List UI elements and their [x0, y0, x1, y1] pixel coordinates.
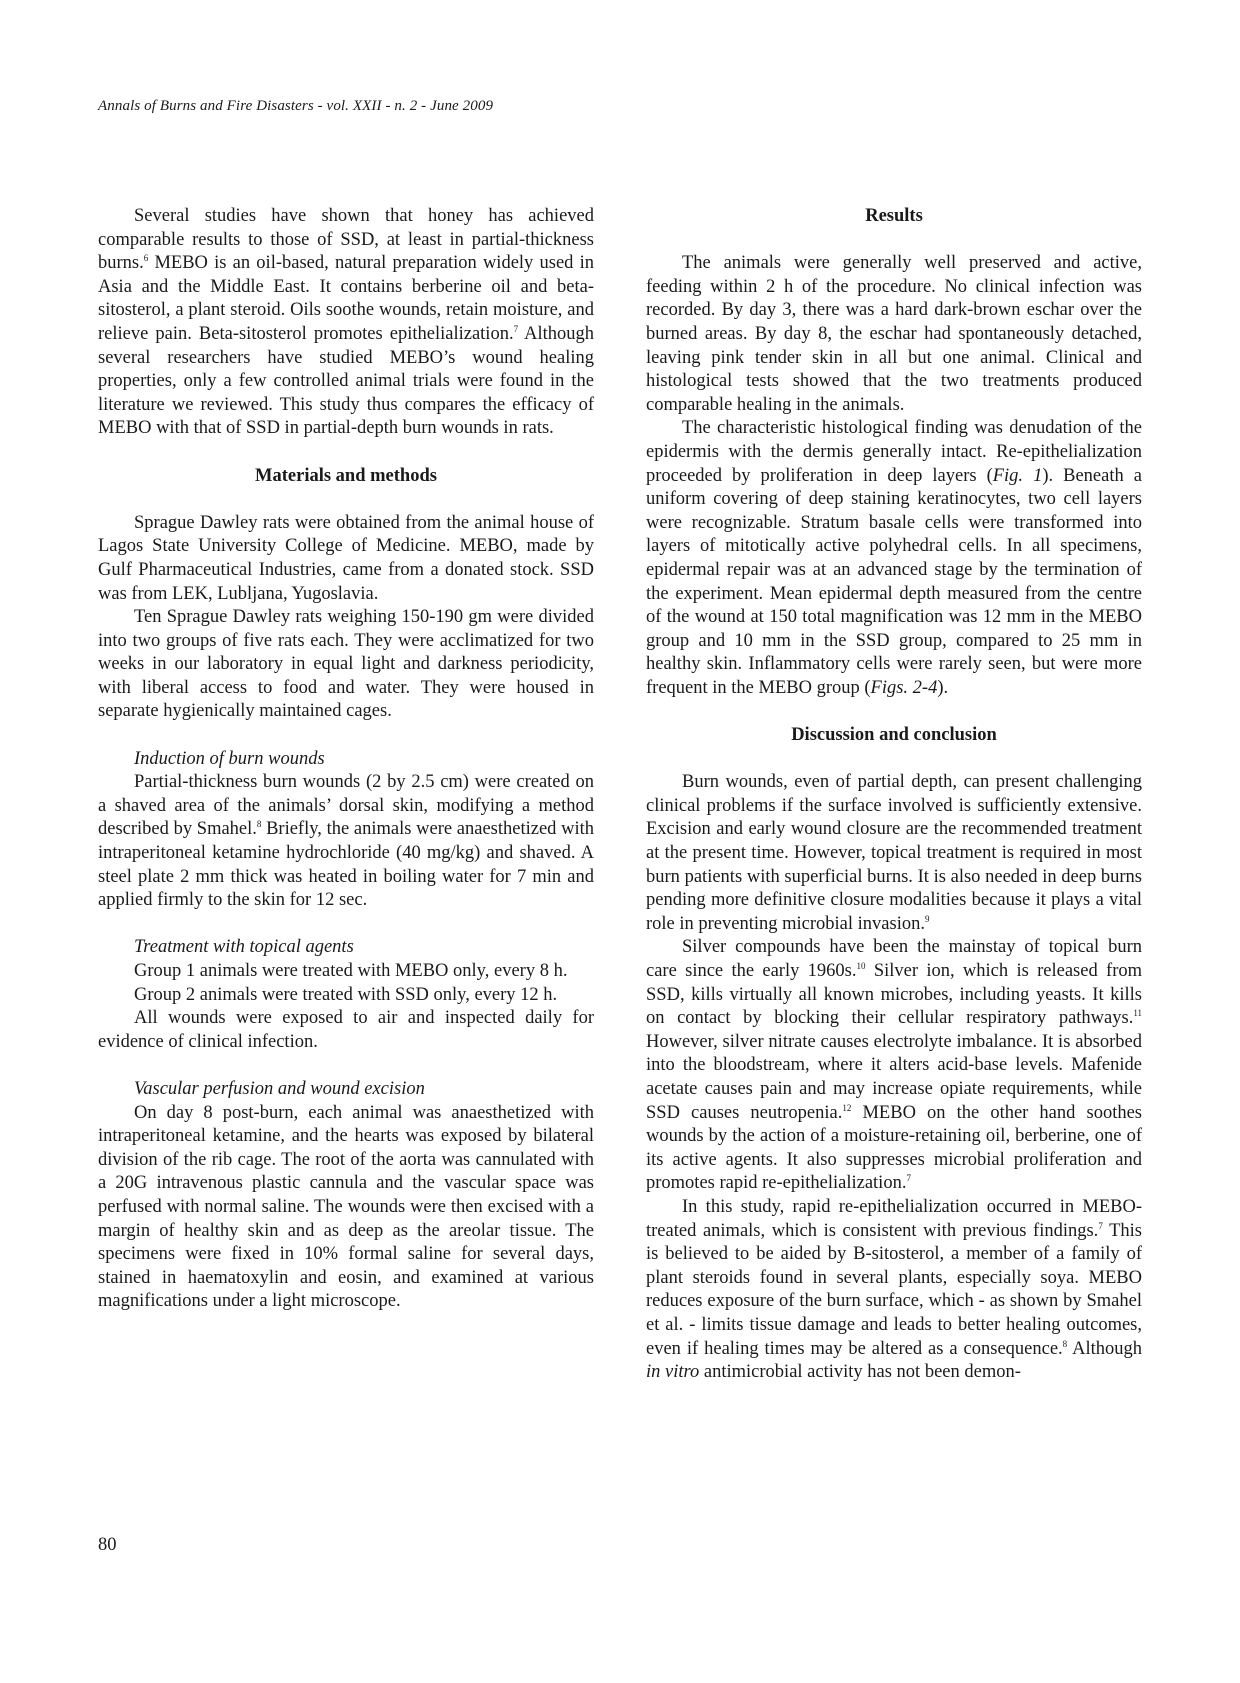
citation-ref: 8 — [1062, 1338, 1068, 1349]
citation-ref: 11 — [1133, 1008, 1142, 1019]
left-column — [98, 205, 594, 1314]
citation-ref: 9 — [924, 913, 930, 924]
vascular-paragraph: On day 8 post-burn, each animal was anaesthetized with intraperitoneal ketamine, and the hearts was exposed by bilateral division of the rib cage. The root of the aorta was cannulated with a 20G intravenous plastic cannula and the vascular space was perfused with normal saline. The wounds were then excised with a margin of healthy skin and as deep as the areolar tissue. The specimens were fixed in 10% formal saline for several days, stained in haematoxylin and eosin, and examined at various magnifications under a light microscope. — [98, 1102, 594, 1312]
section-heading-discussion: Discussion and conclusion — [791, 725, 997, 746]
text-run: ). — [937, 677, 949, 698]
materials-paragraph: Ten Sprague Dawley rats weighing 150-190 gm were divided into two groups of five rats each. They were acclimatized for two weeks in our laboratory in equal light and darkness periodicity, with liberal access to food and water. They were housed in separate hygienically maintained cages. — [98, 607, 594, 722]
subheading-vascular: Vascular perfusion and wound excision — [134, 1078, 425, 1099]
discussion-paragraph — [646, 936, 1142, 1196]
text-run: Partial-thickness burn wounds (2 by 2.5 cm) were created on a shaved area of the animals’ dorsal skin, modifying a method described by Smahel. — [98, 772, 594, 840]
running-header: Annals of Burns and Fire Disasters - vol. XXII - n. 2 - June 2009 — [98, 98, 494, 114]
figure-ref: Figs. 2-4 — [870, 677, 938, 698]
text-run: The characteristic histological finding was denudation of the epidermis with the dermis generally intact. Re-epithelialization proceeded by proliferation in deep layers ( — [646, 418, 1142, 486]
right-column — [646, 205, 1142, 1385]
treatment-paragraph: Group 2 animals were treated with SSD only, every 12 h. — [134, 984, 558, 1005]
text-run: This is believed to be aided by B-sitosterol, a member of a family of plant steroids found in several plants, especially soya. MEBO reduces exposure of the burn surface, which - as shown by Smahel et al. - limits tissue damage and leads to better healing outcomes, even if healing times may be altered as a consequence. — [646, 1220, 1142, 1359]
text-run: MEBO on the other hand soothes wounds by the action of a moisture-retaining oil, berberine, one of its active agents. It also suppresses microbial proliferation and promotes rapid re-epithelialization. — [646, 1102, 1142, 1194]
text-run: In this study, rapid re-epithelialization occurred in MEBO-treated animals, which is consistent with previous findings. — [646, 1196, 1142, 1241]
text-run: Silver compounds have been the mainstay of topical burn care since the early 1960s. — [646, 937, 1142, 981]
discussion-paragraph — [646, 771, 1142, 936]
text-run: Although several researchers have studied MEBO’s wound healing properties, only a few controlled animal trials were found in the literature we reviewed. This study thus compares the efficacy of MEBO with that of SSD in partial-depth burn wounds in rats. — [98, 323, 595, 439]
italic-term: in vitro — [646, 1362, 700, 1383]
figure-ref: Fig. 1 — [992, 465, 1043, 486]
text-run: Burn wounds, even of partial depth, can present challenging clinical problems if the surface involved is sufficiently extensive. Excision and early wound closure are the recommended treatment at the present time. However, topical treatment is required in most burn patients with superficial burns. It is also needed in deep burns pending more definitive closure modalities because it plays a vital role in preventing microbial invasion. — [646, 772, 1142, 934]
citation-ref: 12 — [842, 1102, 852, 1113]
section-heading-materials: Materials and methods — [255, 465, 437, 486]
text-run: Briefly, the animals were anaesthetized with intraperitoneal ketamine hydrochloride (40 mg/kg) and shaved. A steel plate 2 mm thick was heated in boiling water for 7 min and applied firmly to the skin for 12 sec. — [98, 819, 594, 911]
treatment-paragraph: All wounds were exposed to air and inspected daily for evidence of clinical infection. — [98, 1008, 594, 1052]
page-number: 80 — [98, 1535, 117, 1555]
text-run: ). Beneath a uniform covering of deep staining keratinocytes, two cell layers were recognizable. Stratum basale cells were transformed into layers of mitotically active polyhedral cells. In all specimens, epidermal repair was at an advanced stage by the termination of the experiment. Mean epidermal depth measured from the centre of the wound at 150 total magnification was 12 mm in the MEBO group and 10 mm in the SSD group, compared to 25 mm in healthy skin. Inflammatory cells were rarely seen, but were more frequent in the MEBO group ( — [646, 465, 1142, 698]
text-run: Although — [1067, 1338, 1142, 1359]
results-paragraph: The animals were generally well preserved and active, feeding within 2 h of the procedure. No clinical infection was recorded. By day 3, there was a hard dark-brown eschar over the burned areas. By day 8, the eschar had spontaneously detached, leaving pink tender skin in all but one animal. Clinical and histological tests showed that the two treatments produced comparable healing in the animals. — [646, 253, 1142, 415]
text-run: However, silver nitrate causes electrolyte imbalance. It is absorbed into the bloodstream, where it alters acid-base levels. Mafenide acetate causes pain and may increase opiate requirements, while SSD causes neutropenia. — [646, 1031, 1142, 1123]
subheading-induction: Induction of burn wounds — [134, 748, 325, 769]
text-run: Several studies have shown that honey has achieved comparable results to those of SSD, at least in partial-thickness burns. — [98, 206, 594, 274]
discussion-paragraph — [646, 1196, 1142, 1385]
treatment-paragraph: Group 1 animals were treated with MEBO only, every 8 h. — [134, 961, 568, 981]
text-run: antimicrobial activity has not been demon- — [699, 1362, 1021, 1383]
text-run: Silver ion, which is released from SSD, kills virtually all known microbes, including yeasts. It kills on contact by blocking their cellular respiratory pathways. — [646, 961, 1142, 1029]
citation-ref: 6 — [143, 253, 149, 264]
section-heading-results: Results — [865, 206, 923, 226]
results-paragraph — [646, 417, 1142, 700]
materials-paragraph: Sprague Dawley rats were obtained from the animal house of Lagos State University College of Medicine. MEBO, made by Gulf Pharmaceutical Industries, came from a donated stock. SSD was from LEK, Lubljana, Yugoslavia. — [98, 512, 594, 604]
citation-ref: 7 — [906, 1173, 911, 1184]
citation-ref: 8 — [256, 819, 262, 830]
text-run: MEBO is an oil-based, natural preparation widely used in Asia and the Middle East. It contains berberine oil and beta-sitosterol, a plant steroid. Oils soothe wounds, retain moisture, and relieve pain. Beta-sitosterol promotes epithelialization. — [98, 253, 594, 344]
citation-ref: 7 — [513, 323, 519, 334]
citation-ref: 10 — [856, 961, 866, 971]
induction-paragraph — [98, 771, 594, 913]
citation-ref: 7 — [1098, 1220, 1103, 1231]
subheading-treatment: Treatment with topical agents — [134, 937, 354, 958]
intro-paragraph — [98, 205, 594, 441]
